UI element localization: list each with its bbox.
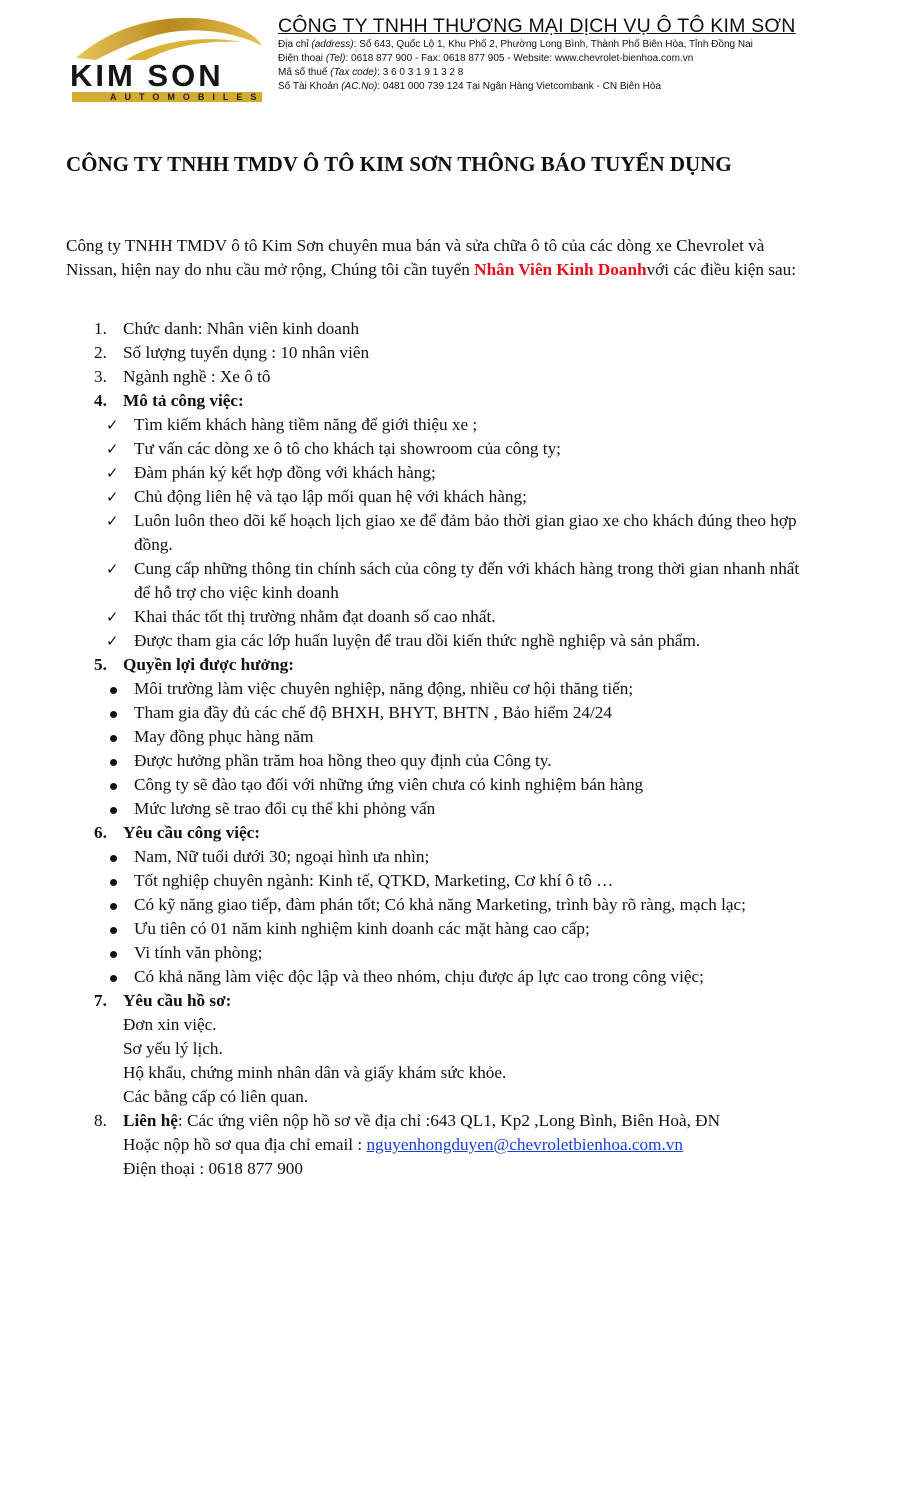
bullet-icon bbox=[110, 687, 117, 694]
check-icon: ✓ bbox=[106, 464, 119, 482]
company-address: Địa chỉ (address): Số 643, Quốc Lộ 1, Khu Phố 2, Phường Long Bình, Thành Phố Biên Hòa, Tỉnh Đồng Nai bbox=[278, 39, 753, 50]
section-heading-benefits: 5. Quyền lợi được hưởng: bbox=[94, 655, 294, 674]
requirement-item: Vi tính văn phòng; bbox=[66, 941, 806, 965]
contact-heading: Liên hệ bbox=[123, 1111, 178, 1130]
requirement-item: Ưu tiên có 01 năm kinh nghiệm kinh doanh các mặt hàng cao cấp; bbox=[66, 917, 806, 941]
duty-item: ✓ Tìm kiếm khách hàng tiềm năng để giới thiệu xe ; bbox=[66, 413, 806, 437]
check-icon: ✓ bbox=[106, 608, 119, 626]
benefit-item: Công ty sẽ đào tạo đối với những ứng viên chưa có kinh nghiệm bán hàng bbox=[66, 773, 806, 797]
duty-item: ✓ Khai thác tốt thị trường nhằm đạt doanh số cao nhất. bbox=[66, 605, 806, 629]
document-item: Đơn xin việc. bbox=[123, 1015, 217, 1034]
list-item: 2. Số lượng tuyển dụng : 10 nhân viên bbox=[94, 343, 370, 362]
section-heading-duties: 4. Mô tả công việc: bbox=[94, 391, 244, 410]
list-item: 1. Chức danh: Nhân viên kinh doanh bbox=[94, 319, 360, 338]
benefit-item: Tham gia đầy đủ các chế độ BHXH, BHYT, BHTN , Bảo hiểm 24/24 bbox=[66, 701, 806, 725]
bullet-icon bbox=[110, 879, 117, 886]
intro-paragraph: Công ty TNHH TMDV ô tô Kim Sơn chuyên mua bán và sửa chữa ô tô của các dòng xe Chevrolet và Nissan, hiện nay do nhu cầu mở rộng, Chúng tôi cần tuyển Nhân Viên Kinh Doanhvới các điều kiện sau: bbox=[66, 236, 796, 279]
duty-item: ✓ Luôn luôn theo dõi kế hoạch lịch giao xe để đảm bảo thời gian giao xe cho khách đúng theo hợp đồng. bbox=[106, 511, 797, 554]
document-item: Sơ yếu lý lịch. bbox=[123, 1039, 223, 1058]
duty-item: ✓ Được tham gia các lớp huấn luyện để trau dồi kiến thức nghề nghiệp và sản phẩm. bbox=[66, 629, 806, 653]
duty-item: ✓ Đàm phán ký kết hợp đồng với khách hàng; bbox=[66, 461, 806, 485]
job-details bbox=[66, 317, 806, 1181]
list-item: 3. Ngành nghề : Xe ô tô bbox=[94, 367, 271, 386]
benefit-item: Môi trường làm việc chuyên nghiệp, năng động, nhiều cơ hội thăng tiến; bbox=[66, 677, 806, 701]
check-icon: ✓ bbox=[106, 560, 119, 578]
logo-name: KIM SON bbox=[70, 58, 224, 93]
requirement-item: Nam, Nữ tuổi dưới 30; ngoại hình ưa nhìn; bbox=[66, 845, 806, 869]
contact-phone: Điện thoại : 0618 877 900 bbox=[123, 1159, 303, 1178]
contact-email-line: Hoặc nộp hồ sơ qua địa chỉ email : nguyenhongduyen@chevroletbienhoa.com.vn bbox=[123, 1135, 683, 1154]
benefit-item: Được hưởng phần trăm hoa hồng theo quy định của Công ty. bbox=[66, 749, 806, 773]
check-icon: ✓ bbox=[106, 488, 119, 506]
document-item: Các bằng cấp có liên quan. bbox=[123, 1087, 309, 1106]
benefit-item: Mức lương sẽ trao đổi cụ thể khi phỏng vấn bbox=[66, 797, 806, 821]
job-title-highlight: Nhân Viên Kinh Doanh bbox=[474, 260, 647, 279]
kimson-logo bbox=[66, 12, 266, 104]
check-icon: ✓ bbox=[106, 416, 119, 434]
section-heading-documents: 7. Yêu cầu hồ sơ: bbox=[94, 991, 232, 1010]
company-phone: Điện thoại (Tel): 0618 877 900 - Fax: 0618 877 905 - Website: www.chevrolet-bienhoa.com.vn bbox=[278, 53, 694, 64]
duty-item: ✓ Cung cấp những thông tin chính sách của công ty đến với khách hàng trong thời gian nhanh nhất để hỗ trợ cho việc kinh doanh bbox=[106, 559, 800, 602]
company-info bbox=[278, 14, 823, 94]
check-icon: ✓ bbox=[106, 440, 119, 458]
section-heading-requirements: 6. Yêu cầu công việc: bbox=[94, 823, 260, 842]
logo-subtitle: AUTOMOBILES bbox=[110, 92, 265, 102]
bullet-icon bbox=[110, 711, 117, 718]
bullet-icon bbox=[110, 927, 117, 934]
bullet-icon bbox=[110, 735, 117, 742]
benefit-item: May đồng phục hàng năm bbox=[66, 725, 806, 749]
requirement-item: Có kỹ năng giao tiếp, đàm phán tốt; Có khả năng Marketing, trình bày rõ ràng, mạch lạc; bbox=[66, 893, 806, 917]
bullet-icon bbox=[110, 759, 117, 766]
company-name: CÔNG TY TNHH THƯƠNG MẠI DỊCH VỤ Ô TÔ KIM SƠN bbox=[278, 15, 796, 37]
document-item: Hộ khẩu, chứng minh nhân dân và giấy khám sức khỏe. bbox=[123, 1063, 507, 1082]
duty-item: ✓ Chủ động liên hệ và tạo lập mối quan hệ với khách hàng; bbox=[66, 485, 806, 509]
company-tax-code: Mã số thuế (Tax code): 3 6 0 3 1 9 1 3 2 8 bbox=[278, 67, 464, 78]
email-link[interactable]: nguyenhongduyen@chevroletbienhoa.com.vn bbox=[366, 1135, 683, 1154]
requirement-item: Có khả năng làm việc độc lập và theo nhóm, chịu được áp lực cao trong công việc; bbox=[66, 965, 806, 989]
bullet-icon bbox=[110, 975, 117, 982]
bullet-icon bbox=[110, 855, 117, 862]
section-contact: 8. Liên hệ: Các ứng viên nộp hồ sơ về địa chỉ :643 QL1, Kp2 ,Long Bình, Biên Hoà, ĐN bbox=[94, 1111, 720, 1130]
check-icon: ✓ bbox=[106, 632, 119, 650]
bullet-icon bbox=[110, 951, 117, 958]
duty-item: ✓ Tư vấn các dòng xe ô tô cho khách tại showroom của công ty; bbox=[66, 437, 806, 461]
document-title: CÔNG TY TNHH TMDV Ô TÔ KIM SƠN THÔNG BÁO TUYỂN DỤNG bbox=[66, 152, 732, 176]
bullet-icon bbox=[110, 807, 117, 814]
bullet-icon bbox=[110, 903, 117, 910]
bullet-icon bbox=[110, 783, 117, 790]
check-icon: ✓ bbox=[106, 512, 119, 530]
company-bank-account: Số Tài Khoản (AC.No): 0481 000 739 124 Tại Ngân Hàng Vietcombank - CN Biên Hòa bbox=[278, 81, 662, 92]
letterhead bbox=[66, 12, 816, 104]
requirement-item: Tốt nghiệp chuyên ngành: Kinh tế, QTKD, Marketing, Cơ khí ô tô … bbox=[66, 869, 806, 893]
